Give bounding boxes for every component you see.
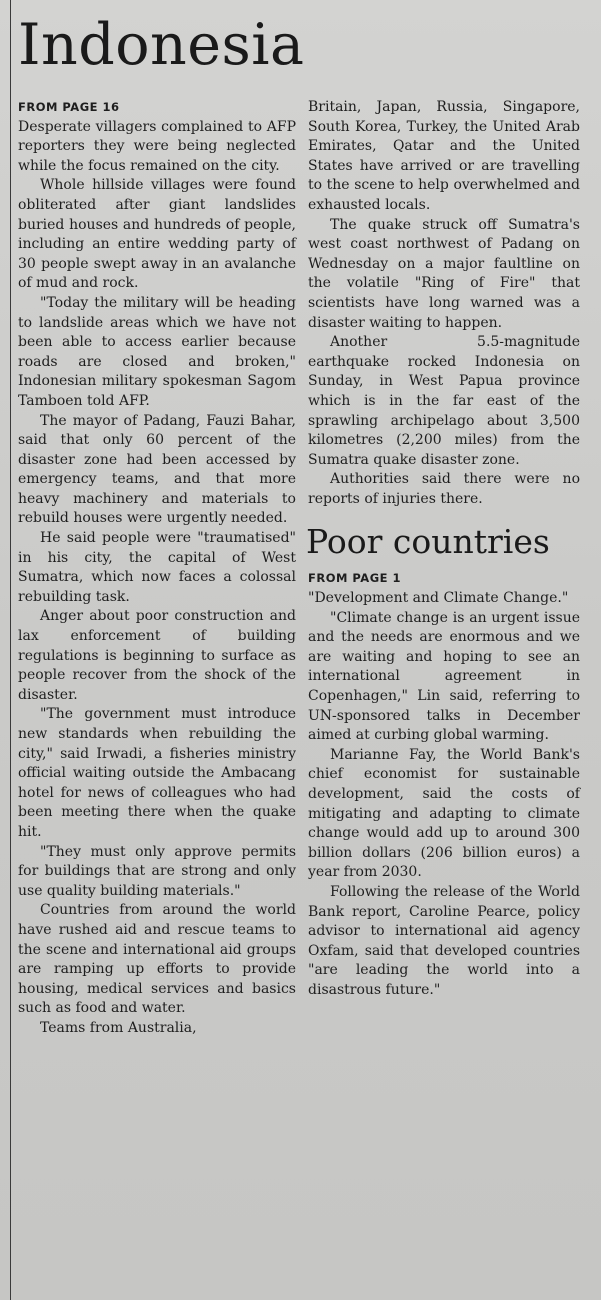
article-paragraph: The mayor of Padang, Fauzi Bahar, said that only 60 percent of the disaster zone had been accessed by emergency teams, and that more heavy machinery and materials to rebuild houses were urgently needed. <box>18 412 296 527</box>
article-paragraph: Teams from Australia, <box>40 1019 197 1036</box>
article-paragraph: The quake struck off Sumatra's west coast northwest of Padang on Wednesday on a major faultline on the volatile "Ring of Fire" that scientists have long warned was a disaster waiting to happen. <box>308 216 580 331</box>
article-paragraph: Countries from around the world have rushed aid and rescue teams to the scene and international aid groups are ramping up efforts to provide housing, medical services and basics such as food and water. <box>18 902 296 1017</box>
article-paragraph: "They must only approve permits for buildings that are strong and only use quality building materials." <box>18 843 296 899</box>
article-paragraph: Authorities said there were no reports of injuries there. <box>308 471 580 507</box>
article-paragraph: Following the release of the World Bank report, Caroline Pearce, policy advisor to international aid agency Oxfam, said that developed countries "are leading the world into a disastrous future." <box>308 883 580 998</box>
continuation-kicker: FROM PAGE 1 <box>308 571 402 586</box>
article-column-1 <box>18 98 296 1039</box>
article-paragraph: Whole hillside villages were found obliterated after giant landslides buried houses and hundreds of people, including an entire wedding party of 30 people swept away in an avalanche of mud and rock. <box>18 177 296 292</box>
article-paragraph: "Today the military will be heading to landslide areas which we have not been able to access earlier because roads are closed and broken," Indonesian military spokesman Sagom Tamboen told AFP. <box>18 294 296 409</box>
article-paragraph: Marianne Fay, the World Bank's chief economist for sustainable development, said the costs of mitigating and adapting to climate change would add up to around 300 billion dollars (206 billion euros) a year from 2030. <box>308 746 580 881</box>
article-paragraph: "Development and Climate Change." <box>308 590 569 607</box>
article-paragraph: Anger about poor construction and lax enforcement of building regulations is beginning to surface as people recover from the shock of the disaster. <box>18 608 296 703</box>
article-paragraph: Another 5.5-magnitude earthquake rocked Indonesia on Sunday, in West Papua province which is in the far east of the sprawling archipelago about 3,500 kilometres (2,200 miles) from the Sumatra quake disaster zone. <box>308 334 580 468</box>
article-paragraph: "The government must introduce new standards when rebuilding the city," said Irwadi, a fisheries ministry official waiting outside the Ambacang hotel for news of colleagues who had been meeting there when the quake hit. <box>18 706 296 840</box>
article-paragraph: "Climate change is an urgent issue and the needs are enormous and we are waiting and hoping to see an international agreement in Copenhagen," Lin said, referring to UN-sponsored talks in December aimed at curbing global warming. <box>308 609 580 744</box>
headline: Indonesia <box>18 12 305 78</box>
column-divider-rule <box>10 0 11 1300</box>
section-subhead: Poor countries <box>306 522 550 562</box>
article-paragraph: Desperate villagers complained to AFP reporters they were being neglected while the focus remained on the city. <box>18 118 296 174</box>
article-column-2 <box>308 98 580 1001</box>
article-paragraph: He said people were "traumatised" in his city, the capital of West Sumatra, which now faces a colossal rebuilding task. <box>18 530 296 605</box>
article-paragraph: Britain, Japan, Russia, Singapore, South Korea, Turkey, the United Arab Emirates, Qatar and the United States have arrived or are travelling to the scene to help overwhelmed and exhausted locals. <box>308 99 580 213</box>
continuation-kicker: FROM PAGE 16 <box>18 100 120 114</box>
